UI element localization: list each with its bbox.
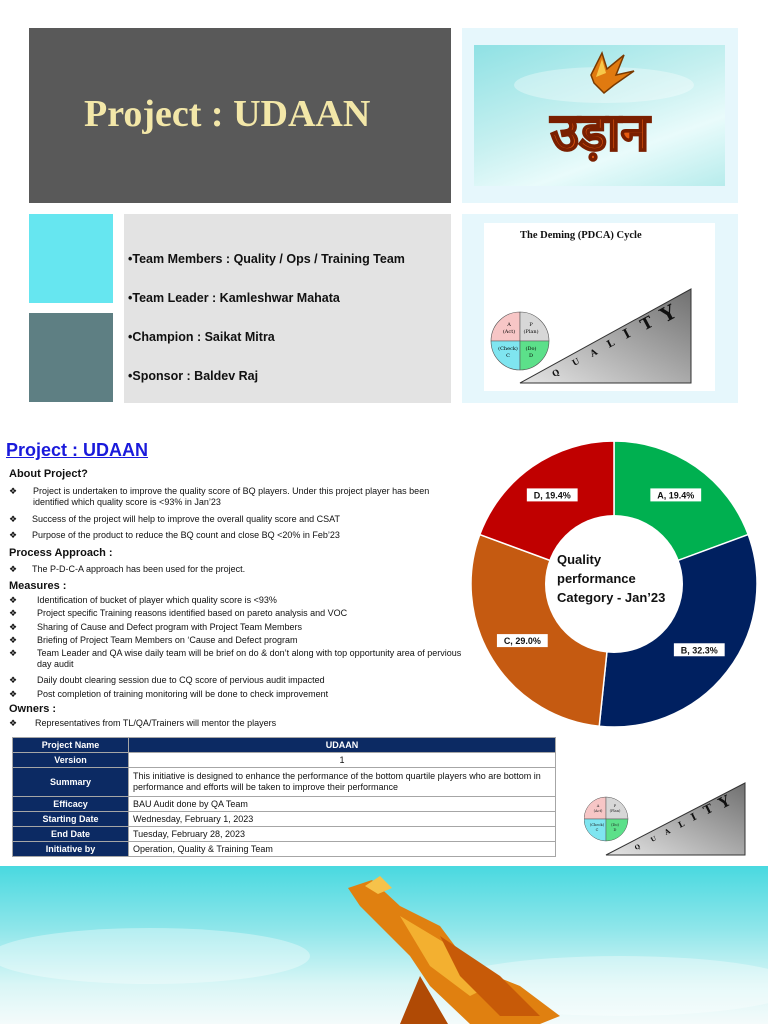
team-leader-line: •Team Leader : Kamleshwar Mahata (128, 291, 340, 305)
svg-text:T: T (701, 801, 716, 818)
row-value: BAU Audit done by QA Team (129, 797, 556, 812)
flying-eagle-icon (0, 866, 768, 1024)
donut-label-a (650, 488, 701, 501)
svg-text:(Check): (Check) (498, 346, 518, 352)
row-key: Starting Date (13, 812, 129, 827)
measures-heading: Measures : (9, 580, 67, 592)
project-title: Project : UDAAN (6, 440, 149, 460)
process-heading: Process Approach : (9, 547, 113, 559)
svg-text:(Plan): (Plan) (609, 809, 621, 813)
svg-text:(Do): (Do) (525, 346, 537, 352)
table-row (13, 827, 556, 842)
accent-square-cyan (29, 214, 113, 303)
about-bullet-2: ❖ Success of the project will help to improve the overall quality score and CSAT (9, 514, 340, 524)
donut-label-d (527, 488, 578, 501)
svg-text:D: D (613, 828, 617, 832)
svg-text:U: U (570, 355, 582, 368)
svg-text:C: C (506, 353, 510, 359)
row-value: Tuesday, February 28, 2023 (129, 827, 556, 842)
row-key: End Date (13, 827, 129, 842)
table-row (13, 842, 556, 857)
pdca-quality-thumbnail (584, 779, 748, 861)
svg-text:L: L (605, 337, 617, 351)
about-heading: About Project? (9, 468, 88, 480)
donut-label-b (674, 643, 725, 656)
table-row (13, 812, 556, 827)
measures-bullet-1: ❖ Identification of bucket of player which quality score is <93% (9, 595, 277, 605)
sponsor-line: •Sponsor : Baldev Raj (128, 369, 259, 383)
svg-text:Y: Y (656, 299, 680, 328)
svg-text:D: D (528, 353, 534, 359)
chart-title-line-1: Quality (557, 552, 602, 567)
project-info-table (12, 737, 556, 857)
row-key: Initiative by (13, 842, 129, 857)
svg-text:A: A (596, 804, 600, 808)
header-value: UDAAN (129, 738, 556, 753)
measures-bullet-4: ❖ Briefing of Project Team Members on ‘Cause and Defect program (9, 635, 298, 645)
svg-text:Y: Y (715, 791, 734, 813)
chart-title-line-2: performance (557, 571, 636, 586)
accent-square-slate (29, 313, 113, 402)
svg-text:D, 19.4%: D, 19.4% (533, 490, 571, 501)
chart-title-line-3: Category - Jan’23 (557, 590, 666, 605)
table-header-row (13, 738, 556, 753)
quality-donut-chart (466, 436, 762, 732)
svg-text:B, 32.3%: B, 32.3% (680, 645, 718, 656)
row-key: Version (13, 753, 129, 768)
row-key: Efficacy (13, 797, 129, 812)
eagle-icon (474, 45, 725, 186)
row-value: 1 (129, 753, 556, 768)
about-bullet-1: ❖ Project is undertaken to improve the quality score of BQ players. Under this project player has been identified which quality score is <93% in Jan’23 (9, 486, 430, 507)
svg-text:A: A (662, 826, 672, 837)
svg-text:(Act): (Act) (593, 809, 603, 813)
about-bullet-3: ❖ Purpose of the product to reduce the BQ count and close BQ <20% in Feb’23 (9, 530, 340, 540)
svg-text:T: T (636, 312, 657, 335)
row-value: This initiative is designed to enhance the performance of the bottom quartile players who are bottom in performance and efforts will be taken to improve their performance (129, 768, 556, 797)
owners-heading: Owners : (9, 703, 57, 715)
svg-text:A, 19.4%: A, 19.4% (657, 490, 695, 501)
pdca-diagram (484, 223, 715, 391)
logo-text: उड़ान (550, 103, 650, 163)
row-value: Wednesday, February 1, 2023 (129, 812, 556, 827)
svg-text:C, 29.0%: C, 29.0% (503, 636, 541, 647)
pdca-circle (491, 312, 549, 370)
svg-text:A: A (588, 347, 600, 360)
slide-title: Project : UDAAN (84, 93, 371, 135)
svg-text:A: A (507, 322, 511, 328)
udaan-logo (474, 45, 725, 186)
svg-text:(Do): (Do) (611, 823, 619, 827)
table-row (13, 768, 556, 797)
svg-text:Q: Q (633, 843, 642, 852)
svg-text:I: I (620, 326, 634, 343)
team-members-line: •Team Members : Quality / Ops / Training Team (128, 252, 405, 266)
donut-label-c (497, 634, 548, 647)
svg-text:Q: Q (550, 366, 562, 379)
pdca-panel (484, 223, 715, 391)
table-row (13, 753, 556, 768)
row-key: Summary (13, 768, 129, 797)
table-row (13, 797, 556, 812)
measures-bullet-3: ❖ Sharing of Cause and Defect program with Project Team Members (9, 622, 302, 632)
svg-text:P: P (529, 322, 533, 328)
row-value: Operation, Quality & Training Team (129, 842, 556, 857)
measures-bullet-2: ❖ Project specific Training reasons identified based on pareto analysis and VOC (9, 608, 348, 618)
pdca-title: The Deming (PDCA) Cycle (520, 230, 642, 241)
svg-text:U: U (649, 835, 658, 844)
svg-text:I: I (689, 811, 699, 824)
measures-bullet-6: ❖ Daily doubt clearing session due to CQ score of pervious audit impacted (9, 675, 325, 685)
svg-text:(Plan): (Plan) (523, 329, 539, 335)
process-bullet-1: ❖ The P-D-C-A approach has been used for the project. (9, 564, 246, 574)
svg-text:C: C (595, 828, 599, 832)
owners-bullet-1: ❖ Representatives from TL/QA/Trainers will mentor the players (9, 718, 277, 728)
svg-text:L: L (676, 818, 686, 830)
header-key: Project Name (13, 738, 129, 753)
bottom-sky-banner (0, 866, 768, 1024)
champion-line: •Champion : Saikat Mitra (128, 330, 275, 344)
measures-bullet-7: ❖ Post completion of training monitoring will be done to check improvement (9, 689, 329, 699)
svg-text:P: P (613, 804, 617, 808)
measures-bullet-5: ❖ Team Leader and QA wise daily team will be brief on do & don’t along with top opportunity area of pervious day audit (9, 648, 462, 669)
svg-text:(Act): (Act) (502, 329, 516, 335)
svg-text:(Check): (Check) (589, 823, 605, 827)
